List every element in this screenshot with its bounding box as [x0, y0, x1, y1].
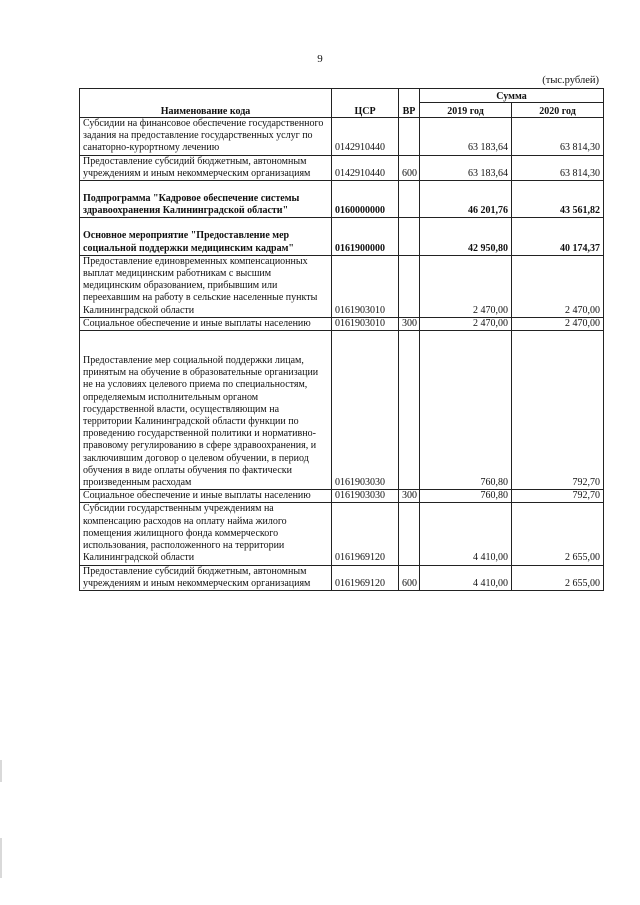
budget-table — [79, 88, 604, 591]
table-row — [80, 118, 604, 156]
table-row — [80, 255, 604, 317]
row-sum-2019: 760,80 — [420, 331, 512, 490]
row-csr: 0161903010 — [332, 317, 399, 330]
row-csr: 0161903010 — [332, 255, 399, 317]
table-row — [80, 317, 604, 330]
row-name: Предоставление субсидий бюджетным, автономным учреждениям и иным некоммерческим организациям — [80, 565, 332, 590]
row-vr: 600 — [399, 565, 420, 590]
table-row — [80, 181, 604, 218]
header-sum: Сумма — [420, 89, 604, 103]
table-row — [80, 155, 604, 180]
row-vr — [399, 181, 420, 218]
table-row — [80, 218, 604, 255]
row-vr — [399, 255, 420, 317]
row-sum-2020: 2 655,00 — [512, 503, 604, 565]
row-vr — [399, 503, 420, 565]
row-sum-2020: 43 561,82 — [512, 181, 604, 218]
row-name: Субсидии государственным учреждениям на компенсацию расходов на оплату найма жилого помещения жилищного фонда коммерческого использования, расположенного на территории Калининградской области — [80, 503, 332, 565]
row-name: Предоставление единовременных компенсационных выплат медицинским работникам с высшим медицинским образованием, прибывшим или переехавшим на работу в сельские населенные пункты Калининградской области — [80, 255, 332, 317]
row-csr: 0142910440 — [332, 118, 399, 156]
row-name: Социальное обеспечение и иные выплаты населению — [80, 317, 332, 330]
header-vr: ВР — [399, 89, 420, 118]
row-sum-2020: 2 470,00 — [512, 317, 604, 330]
scan-edge-mark — [0, 838, 2, 878]
row-vr — [399, 218, 420, 255]
row-sum-2019: 4 410,00 — [420, 503, 512, 565]
page-number: 9 — [317, 53, 323, 65]
header-name: Наименование кода — [80, 89, 332, 118]
row-csr: 0142910440 — [332, 155, 399, 180]
row-vr: 300 — [399, 490, 420, 503]
row-sum-2019: 2 470,00 — [420, 255, 512, 317]
row-sum-2020: 63 814,30 — [512, 118, 604, 156]
row-sum-2020: 63 814,30 — [512, 155, 604, 180]
table-row — [80, 490, 604, 503]
row-sum-2020: 792,70 — [512, 331, 604, 490]
row-csr: 0161903030 — [332, 490, 399, 503]
row-csr: 0161900000 — [332, 218, 399, 255]
row-csr: 0160000000 — [332, 181, 399, 218]
header-year-2019: 2019 год — [420, 103, 512, 118]
row-sum-2019: 760,80 — [420, 490, 512, 503]
row-sum-2020: 2 655,00 — [512, 565, 604, 590]
table-row — [80, 503, 604, 565]
row-csr: 0161969120 — [332, 503, 399, 565]
row-name: Основное мероприятие "Предоставление мер социальной поддержки медицинским кадрам" — [80, 218, 332, 255]
row-vr: 600 — [399, 155, 420, 180]
row-sum-2020: 40 174,37 — [512, 218, 604, 255]
row-csr: 0161969120 — [332, 565, 399, 590]
row-vr — [399, 118, 420, 156]
row-sum-2019: 46 201,76 — [420, 181, 512, 218]
row-name: Социальное обеспечение и иные выплаты населению — [80, 490, 332, 503]
row-sum-2019: 4 410,00 — [420, 565, 512, 590]
table-row — [80, 565, 604, 590]
row-name: Подпрограмма "Кадровое обеспечение системы здравоохранения Калининградской области" — [80, 181, 332, 218]
scan-edge-mark — [0, 760, 2, 782]
table-row — [80, 331, 604, 490]
row-sum-2020: 792,70 — [512, 490, 604, 503]
row-sum-2019: 2 470,00 — [420, 317, 512, 330]
row-name: Предоставление субсидий бюджетным, автономным учреждениям и иным некоммерческим организациям — [80, 155, 332, 180]
row-name: Предоставление мер социальной поддержки лицам, принятым на обучение в образовательные организации не на условиях целевого приема по специальностям, определяемым исполнительным органом государственной власти, осуществляющим на территории Калининградской области функции по проведению государственной политики и нормативно-правовому регулированию в сфере здравоохранения, и заключившим договор о целевом обучении, в период обучения в виде оплаты обучения по фактически произведенным расходам — [80, 331, 332, 490]
units-note: (тыс.рублей) — [542, 75, 599, 86]
row-vr: 300 — [399, 317, 420, 330]
header-csr: ЦСР — [332, 89, 399, 118]
header-year-2020: 2020 год — [512, 103, 604, 118]
row-sum-2019: 63 183,64 — [420, 118, 512, 156]
row-csr: 0161903030 — [332, 331, 399, 490]
row-sum-2019: 63 183,64 — [420, 155, 512, 180]
row-vr — [399, 331, 420, 490]
row-name: Субсидии на финансовое обеспечение государственного задания на предоставление государственных услуг по санаторно-курортному лечению — [80, 118, 332, 156]
row-sum-2019: 42 950,80 — [420, 218, 512, 255]
row-sum-2020: 2 470,00 — [512, 255, 604, 317]
